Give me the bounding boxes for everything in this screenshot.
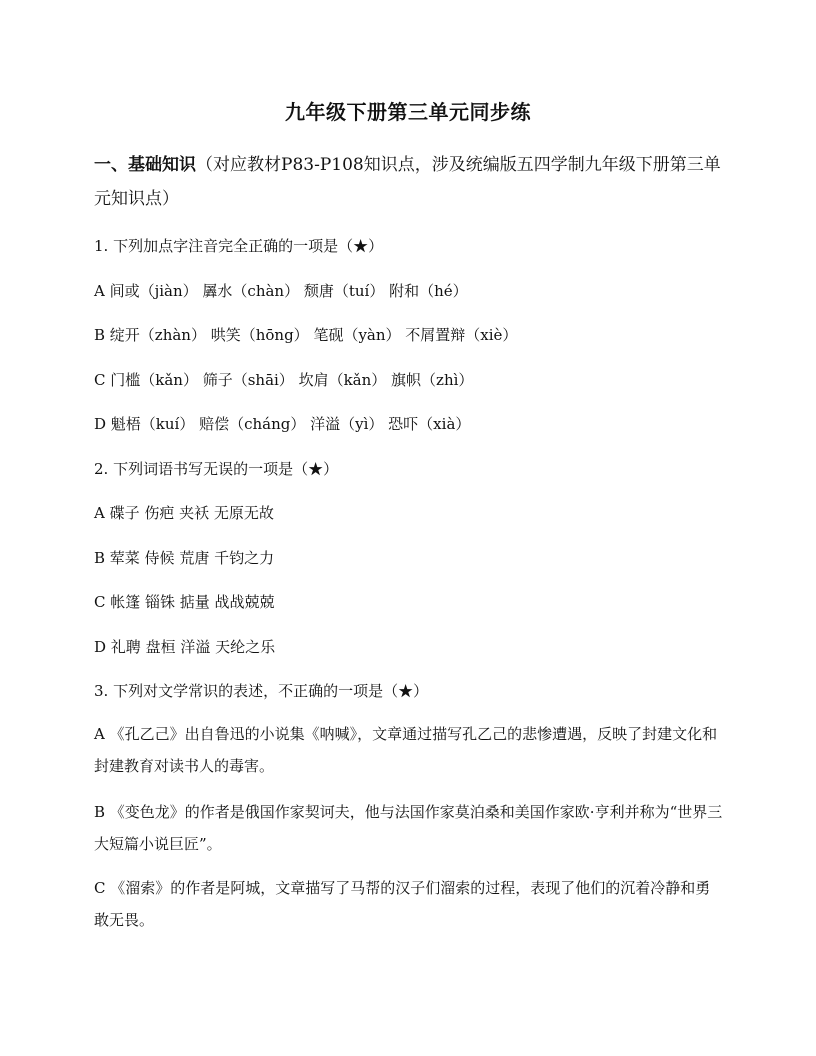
question-1-option-b: B 绽开（zhàn） 哄笑（hōng） 笔砚（yàn） 不屑置辩（xiè） — [94, 326, 518, 344]
question-1-option-a: A 间或（jiàn） 羼水（chàn） 颓唐（tuí） 附和（hé） — [94, 282, 468, 300]
question-1-option-d: D 魁梧（kuí） 赔偿（cháng） 洋溢（yì） 恐吓（xià） — [94, 415, 471, 433]
section-heading-note: （对应教材P83-P108知识点，涉及统编版五四学制九年级下册第三单元知识点） — [94, 155, 721, 209]
question-3-option-c: C 《溜索》的作者是阿城，文章描写了马帮的汉子们溜索的过程，表现了他们的沉着冷静和勇敢无畏。 — [94, 879, 711, 929]
question-3-stem: 3. 下列对文学常识的表述，不正确的一项是（★） — [94, 682, 429, 700]
question-2-option-b: B 荤菜 侍候 荒唐 千钧之力 — [94, 549, 275, 567]
question-2-option-c: C 帐篷 锱铢 掂量 战战兢兢 — [94, 593, 275, 611]
question-2-option-a: A 碟子 伤疤 夹袄 无原无故 — [94, 504, 274, 522]
section-heading-label: 一、基础知识 — [94, 155, 196, 175]
question-1-stem: 1. 下列加点字注音完全正确的一项是（★） — [94, 237, 384, 255]
question-2-option-d: D 礼聘 盘桓 洋溢 天纶之乐 — [94, 638, 276, 656]
question-3-option-a: A 《孔乙己》出自鲁迅的小说集《呐喊》，文章通过描写孔乙己的悲惨遭遇，反映了封建文化和封建教育对读书人的毒害。 — [94, 725, 718, 775]
section-heading — [94, 148, 734, 216]
page-title: 九年级下册第三单元同步练 — [285, 100, 531, 124]
question-2-stem: 2. 下列词语书写无误的一项是（★） — [94, 460, 339, 478]
question-1-option-c: C 门槛（kǎn） 筛子（shāi） 坎肩（kǎn） 旗帜（zhì） — [94, 371, 474, 389]
question-3-option-b: B 《变色龙》的作者是俄国作家契诃夫，他与法国作家莫泊桑和美国作家欧·亨利并称为“世界三大短篇小说巨匠”。 — [94, 803, 723, 853]
